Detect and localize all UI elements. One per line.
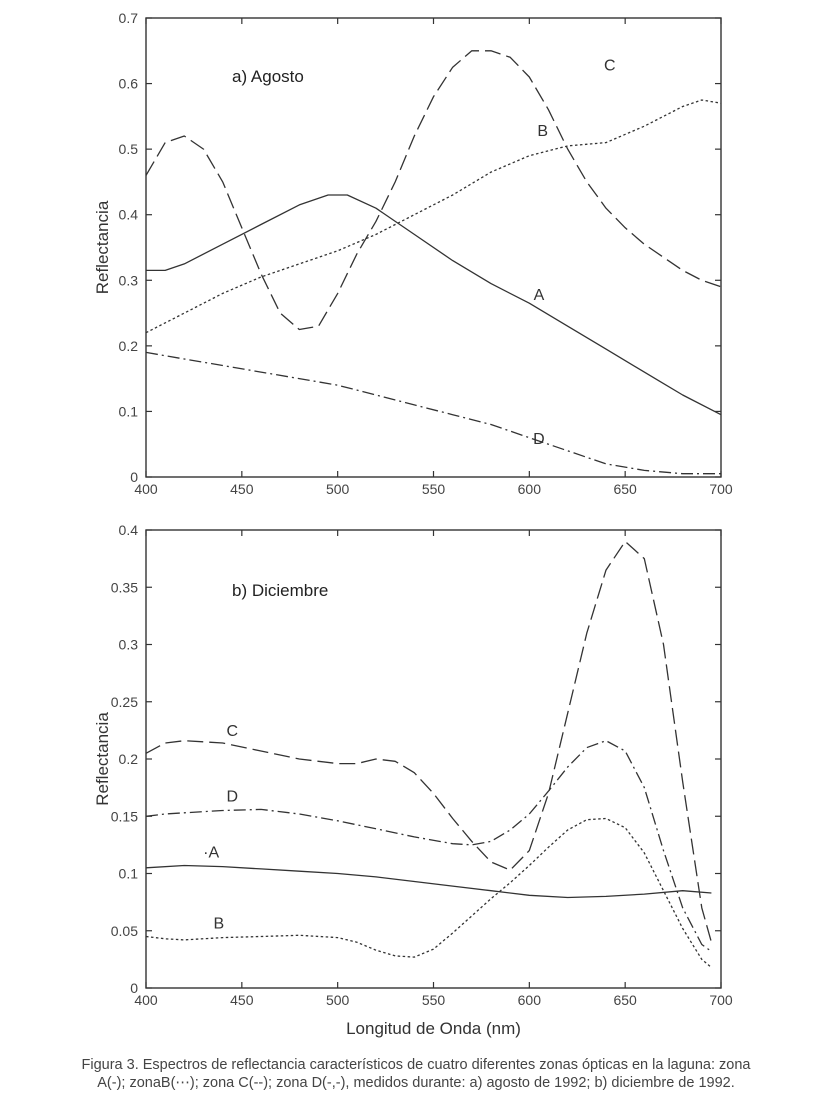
x-tick-label: 550 — [421, 481, 446, 497]
y-tick-label: 0.6 — [118, 75, 138, 92]
y-tick-label: 0.2 — [118, 751, 138, 767]
series-line-a — [146, 195, 721, 415]
x-tick-label: 650 — [613, 481, 637, 497]
y-tick-label: 0.4 — [118, 522, 138, 538]
panel-diciembre — [93, 522, 733, 1038]
x-tick-label: 700 — [709, 992, 733, 1008]
x-tick-label: 600 — [517, 481, 542, 497]
x-tick-label: 500 — [325, 992, 350, 1008]
y-tick-label: 0.2 — [118, 337, 138, 354]
series-line-c — [146, 51, 721, 330]
series-label-d: D — [226, 788, 239, 806]
series-label-a: A — [533, 286, 545, 304]
y-tick-label: 0.4 — [118, 206, 138, 223]
y-tick-label: 0.35 — [110, 579, 138, 596]
x-tick-label: 450 — [230, 481, 254, 497]
series-line-a — [146, 866, 711, 898]
caption-line-2: A(-); zonaB(⋯); zona C(--); zona D(-,-), medidos durante: a) agosto de 1992; b) diciembre de 1992. — [97, 1075, 735, 1091]
series-line-c — [146, 542, 711, 943]
y-tick-label: 0 — [130, 469, 138, 485]
series-line-d — [146, 741, 711, 952]
series-line-b — [146, 819, 711, 968]
y-axis-label: Reflectancia — [93, 200, 112, 295]
x-tick-label: 400 — [134, 481, 158, 497]
y-tick-label: 0.05 — [110, 922, 138, 939]
series-label-a: ·A — [203, 844, 220, 862]
series-line-b — [146, 100, 721, 333]
x-tick-label: 600 — [517, 992, 542, 1008]
panel-title: b) Diciembre — [232, 581, 329, 600]
x-tick-label: 650 — [613, 992, 637, 1008]
y-tick-label: 0 — [130, 980, 138, 996]
y-axis-label: Reflectancia — [93, 712, 112, 806]
y-tick-label: 0.3 — [118, 272, 138, 289]
series-label-c: C — [604, 57, 616, 75]
x-tick-label: 400 — [134, 992, 158, 1008]
series-label-b: B — [537, 123, 549, 141]
panel-title: a) Agosto — [232, 67, 304, 86]
x-axis-label: Longitud de Onda (nm) — [346, 1019, 521, 1038]
y-tick-label: 0.15 — [110, 808, 138, 825]
y-tick-label: 0.3 — [118, 636, 138, 653]
series-label-d: D — [533, 431, 545, 449]
y-tick-label: 0.5 — [118, 141, 138, 158]
x-tick-label: 500 — [325, 481, 350, 497]
y-tick-label: 0.25 — [110, 693, 138, 710]
panel-agosto — [93, 10, 733, 497]
figure-caption — [0, 1056, 832, 1092]
x-tick-label: 450 — [230, 992, 254, 1008]
y-tick-label: 0.1 — [118, 865, 138, 882]
x-tick-label: 550 — [421, 992, 446, 1008]
series-line-d — [146, 352, 721, 473]
y-tick-label: 0.1 — [118, 403, 138, 420]
series-label-c: C — [226, 723, 239, 741]
caption-line-1: Figura 3. Espectros de reflectancia característicos de cuatro diferentes zonas ópticas en la laguna: zona — [81, 1057, 751, 1073]
y-tick-label: 0.7 — [118, 10, 138, 26]
x-tick-label: 700 — [709, 481, 733, 497]
series-label-b: B — [213, 915, 225, 933]
